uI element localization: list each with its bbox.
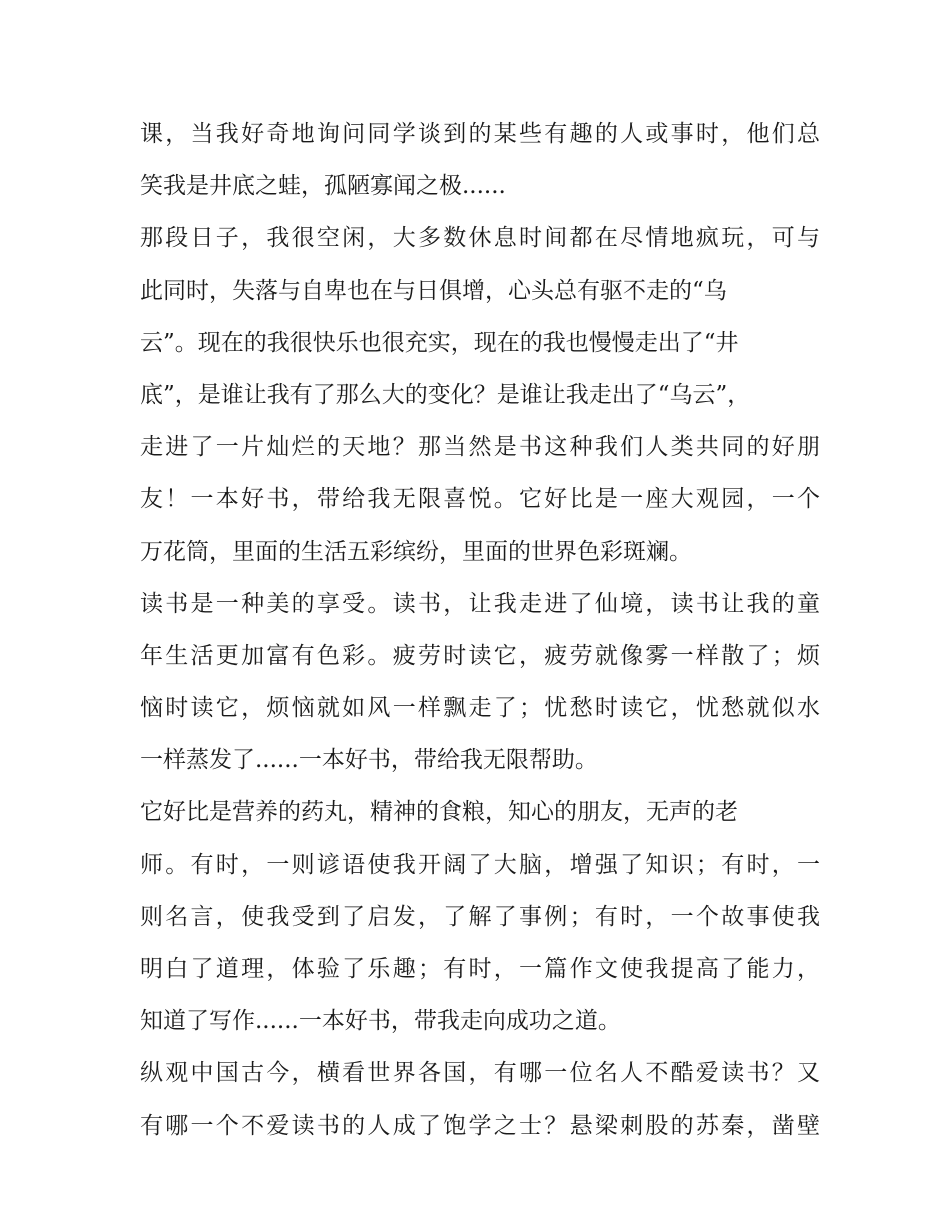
text-line: 纵观中国古今，横看世界各国，有哪一位名人不酷爱读书？又	[140, 1060, 820, 1087]
body-text	[140, 108, 820, 1152]
text-line: 年生活更加富有色彩。疲劳时读它，疲劳就像雾一样散了；烦	[140, 642, 820, 669]
text-line: 云”。现在的我很快乐也很充实，现在的我也慢慢走出了“井	[140, 329, 739, 356]
text-line: 则名言，使我受到了启发，了解了事例；有时，一个故事使我	[140, 903, 820, 930]
text-line: 课，当我好奇地询问同学谈到的某些有趣的人或事时，他们总	[140, 121, 820, 147]
text-line: 笑我是井底之蛙，孤陋寡闻之极......	[140, 173, 506, 200]
text-line: 那段日子，我很空闲，大多数休息时间都在尽情地疯玩，可与	[140, 225, 820, 252]
text-line: 它好比是营养的药丸，精神的食粮，知心的朋友，无声的老	[140, 799, 738, 826]
text-line: 有哪一个不爱读书的人成了饱学之士？悬梁刺股的苏秦，凿壁	[140, 1112, 820, 1139]
text-line: 走进了一片灿烂的天地？那当然是书这种我们人类共同的好朋	[140, 434, 820, 461]
text-line: 底”，是谁让我有了那么大的变化？是谁让我走出了“乌云”，	[140, 381, 751, 408]
text-line: 恼时读它，烦恼就如风一样飘走了；忧愁时读它，忧愁就似水	[140, 695, 820, 722]
text-line: 师。有时，一则谚语使我开阔了大脑，增强了知识；有时，一	[140, 851, 820, 878]
text-line: 读书是一种美的享受。读书，让我走进了仙境，读书让我的童	[140, 590, 820, 617]
text-line: 友！一本好书，带给我无限喜悦。它好比是一座大观园，一个	[140, 486, 820, 513]
text-line: 此同时，失落与自卑也在与日俱增，心头总有驱不走的“乌	[140, 277, 727, 304]
text-line: 一样蒸发了......一本好书，带给我无限帮助。	[140, 747, 598, 774]
text-line: 万花筒，里面的生活五彩缤纷，里面的世界色彩斑斓。	[140, 538, 692, 565]
text-line: 知道了写作......一本好书，带我走向成功之道。	[140, 1008, 621, 1035]
text-line: 明白了道理，体验了乐趣；有时，一篇作文使我提高了能力，	[140, 956, 820, 982]
